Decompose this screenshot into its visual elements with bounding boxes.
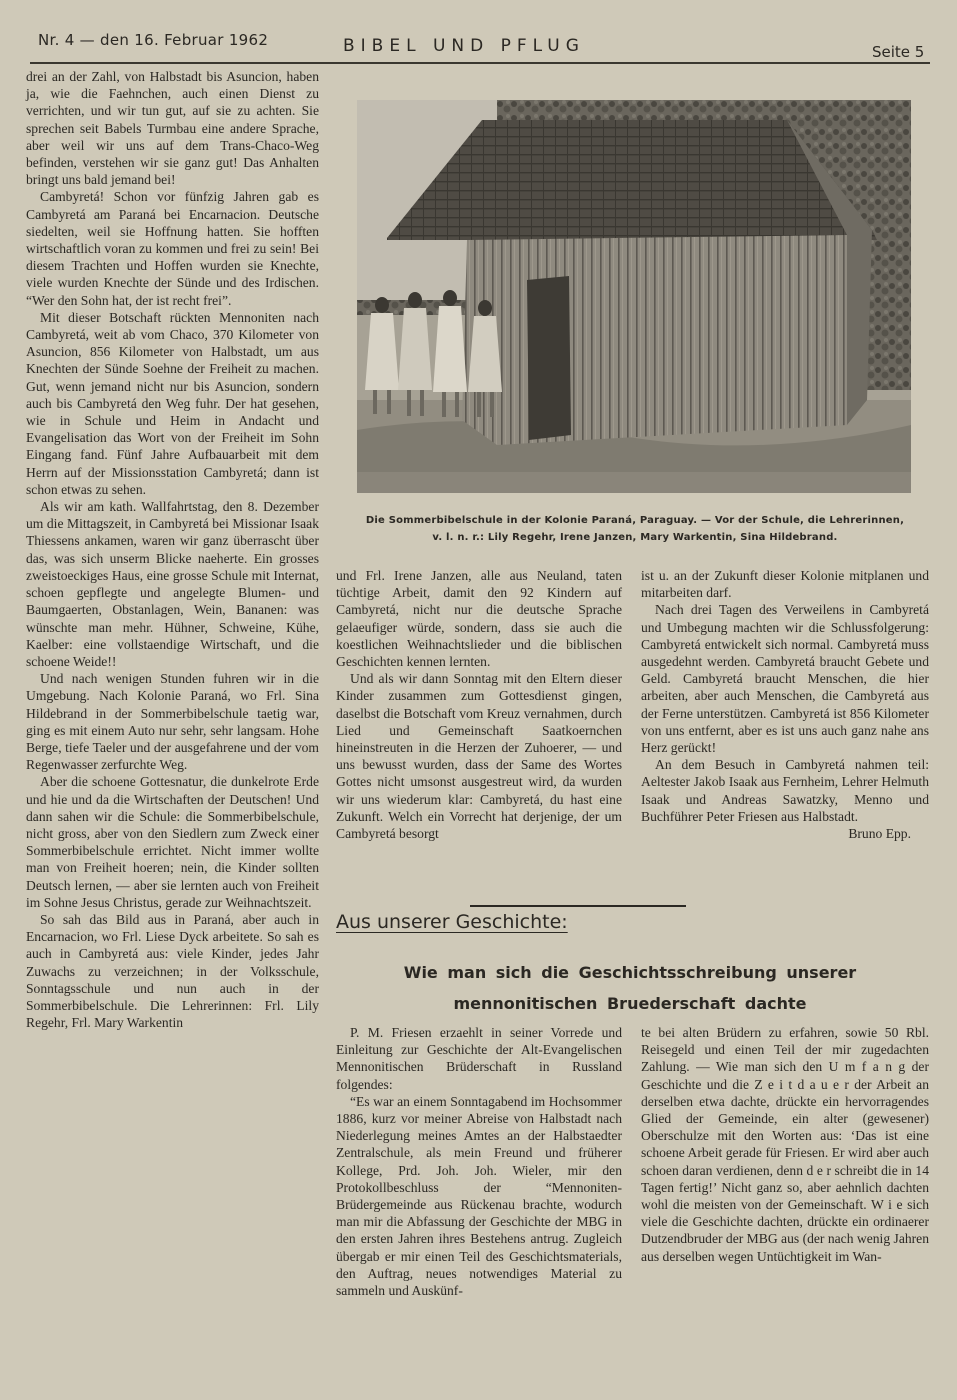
paragraph: An dem Besuch in Cambyretá nahmen teil: Aeltester Jakob Isaak aus Fernheim, Lehrer Helmuth Isaak und Andreas Sawatzky, Menno und Buchführer Peter Friesen aus Halbstadt.: [641, 757, 929, 824]
paragraph: “Es war an einem Sonntagabend im Hochsommer 1886, kurz vor meiner Abreise von Halbstadt nach Niederlegung meines Amtes an der Halbstaedter Zentralschule, als mein Freund und früherer Kollege, Prd. Joh. Joh. Wieler, mir den Protokollbeschluss der “Mennoniten-Brüdergemeinde aus Rückenau brachte, wodurch man mir die Abfassung der Geschichte der MBG in den ersten Jahren ihres Bestehens antrug. Zugleich übergab er mir einen Teil des Geschichtsmaterials, den Auftrag, neues notwendiges Material zu sammeln und Auskünf-: [336, 1093, 622, 1299]
article-column-3: [641, 567, 929, 842]
school-building-image: [357, 100, 911, 493]
newspaper-title: BIBEL UND PFLUG: [343, 36, 585, 56]
article-column-2: [336, 567, 622, 842]
paragraph: Und nach wenigen Stunden fuhren wir in die Umgebung. Nach Kolonie Paraná, wo Frl. Sina Hildebrand in der Sommerbibelschule taetig war, ging es mit einem Auto nur sehr, sehr langsam. Hohe Berge, tiefe Taeler und der ausgefahrene und der vom Regenwasser zerfurchte Weg.: [26, 671, 319, 773]
history-article-column-left: [336, 1024, 622, 1299]
issue-date: Nr. 4 — den 16. Februar 1962: [38, 31, 269, 49]
photo-caption: Die Sommerbibelschule in der Kolonie Paraná, Paraguay. — Vor der Schule, die Lehrerinnen, v. l. n. r.: Lily Regehr, Irene Janzen, Mary Warkentin, Sina Hildebrand.: [365, 515, 905, 543]
paragraph: Und als wir dann Sonntag mit den Eltern dieser Kinder zusammen zum Gottesdienst gingen, daselbst die Botschaft vom Kreuz vernahmen, durch Lied und Gemeinschaft Saatkoernchen hineinstreuten in die Herzen der Zuhoerer, — und uns bewusst wurden, dass der Same des Wortes Gottes nicht umsonst ausgestreut wird, da wurden wir uns wiederum klar: Cambyretá, du hast eine Zukunft. Welch ein Vorrecht hat derjenige, der um Cambyretá besorgt: [336, 671, 622, 842]
paragraph: P. M. Friesen erzaehlt in seiner Vorrede und Einleitung zur Geschichte der Alt-Evangelischen Mennonitischen Brüderschaft in Russland folgendes:: [336, 1025, 622, 1092]
page-number: Seite 5: [872, 43, 925, 61]
paragraph: So sah das Bild aus in Paraná, aber auch in Encarnacion, wo Frl. Liese Dyck arbeitete. So sah es auch in Cambyretá aus: viele Kinder, jedes Jahr Zuwachs zu verzeichnen; in der Volksschule, Sonntagsschule und nun auch in der Sommerbibelschule. Die Lehrerinnen: Frl. Lily Regehr, Frl. Mary Warkentin: [26, 911, 319, 1031]
paragraph: Als wir am kath. Wallfahrtstag, den 8. Dezember um die Mittagszeit, in Cambyretá bei Missionar Isaak Thiessens ankamen, waren wir ganz überrascht über das, was sich unserm Blicke naeherte. Ein grosses zweistoeckiges Haus, eine grosse Schule mit Internat, schoen gepflegte und angelegte Blumen- und Baumgaerten, Obstanlagen, Wein, Bananen: was wünschte man mehr. Hühner, Schweine, Kühe, Kaelber: eine vollstaendige Wirtschaft, und die schoene Weide!!: [26, 499, 319, 669]
paragraph: drei an der Zahl, von Halbstadt bis Asuncion, haben ja, wie die Faehnchen, auch einen Dienst zu verrichten, und wir tun gut, auf sie zu achten. Sie sprechen seit Babels Turmbau eine andere Sprache, aber weil wir uns auf dem Trans-Chaco-Weg befinden, verstehen wir sie ganz gut! Das Anhalten bringt uns bald jemand bei!: [26, 69, 319, 188]
history-article-column-right: [641, 1024, 929, 1265]
section-title: Aus unserer Geschichte:: [336, 911, 568, 933]
paragraph: Aber die schoene Gottesnatur, die dunkelrote Erde und hie und da die Wirtschaften der Deutschen! Und dann sahen wir die Schule: die Sommerbibelschule, nicht gross, aber von den Siedlern zum Zweck einer Sommerbibelschule errichtet. Nicht immer wollte man von Freiheit hoeren; nein, die Kinder sollten Deutsch lernen, — aber sie lernten auch von Freiheit im Sohne Jesus Christus, gerade zur Weihnachtszeit.: [26, 774, 319, 910]
paragraph: Mit dieser Botschaft rückten Mennoniten nach Cambyretá, weit ab vom Chaco, 370 Kilometer von Asuncion, 856 Kilometer von Halbstadt, um aus Knechten der Sünde Soehne der Freiheit zu machen. Gut, wenn jemand nicht nur bis Asuncion, sondern auch bis Cambyretá den Weg fuhr. Der hat gesehen, wie in Schule und Heim in Andacht und Evangelisation das Wort von der Freiheit im Sohn Eingang fand. Fünf Jahre Aufbauarbeit mit dem Herrn auf der Missionsstation Cambyretá; dann ist schon etwas zu sehen.: [26, 309, 319, 497]
article-title: Wie man sich die Geschichtsschreibung unserer mennonitischen Bruederschaft dachte: [403, 963, 857, 1013]
paragraph: Nach drei Tagen des Verweilens in Cambyretá und Umbegung machten wir die Schlussfolgerung: Cambyretá entwickelt sich normal. Cambyretá muss ausgedehnt werden. Cambyretá braucht Gebete und Geld. Cambyretá braucht Menschen, die hier arbeiten, aber auch Menschen, die Cambyretá aus der Ferne unterstützen. Cambyretá ist 856 Kilometer von uns entfernt, aber es ist uns auch ganz nahe ans Herz gerückt!: [641, 602, 929, 756]
article-column-1: [26, 68, 319, 1031]
page-header: [0, 0, 957, 66]
author-signature: Bruno Epp.: [848, 826, 911, 842]
paragraph: ist u. an der Zukunft dieser Kolonie mitplanen und mitarbeiten darf.: [641, 568, 929, 601]
header-rule: [30, 62, 930, 64]
school-photo: [357, 100, 911, 493]
paragraph: und Frl. Irene Janzen, alle aus Neuland, taten tüchtige Arbeit, damit den 92 Kindern auf Cambyretá, nicht nur die deutsche Sprache gelaeufiger würde, sondern, dass sie auch die koestlichen Weihnachtslieder und die biblischen Geschichten kennen lernten.: [336, 568, 622, 670]
paragraph: te bei alten Brüdern zu erfahren, sowie 50 Rbl. Reisegeld und einen Teil der mir zugedachten Zahlung. — Wie man sich den U m f a n g der Geschichte und die Z e i t d a u e r der Arbeit an derselben etwa dachte, drückte ein hervorragendes Glied der Gemeinde, ein alter (gewesener) Oberschulze mit den Worten aus: ‘Das ist eine schoene Arbeit gerade für Friesen. Er wird aber auch schoen daran verdienen, denn d e r schreibt die in 14 Tagen fertig!’ Nicht ganz so, aber aehnlich dachten wohl die meisten von der Gemeinschaft. W i e sich viele die Geschichte dachten, drückte ein ordinaerer Dutzendbruder der MBG aus (der nach wenig Jahren aus derselben wegen Untüchtigkeit im Wan-: [641, 1025, 930, 1264]
section-divider: [470, 905, 686, 907]
paragraph: Cambyretá! Schon vor fünfzig Jahren gab es Cambyretá am Paraná bei Encarnacion. Deutsche siedelten, weil sie Hoffnung hatten. Sie hofften wirtschaftlich voran zu kommen und frei zu sein! Bei diesem Trachten und Hoffen wurden sie Knechte, viele wurden Knechte der Sünde und des Irdischen. “Wer den Sohn hat, der ist recht frei”.: [26, 189, 319, 308]
